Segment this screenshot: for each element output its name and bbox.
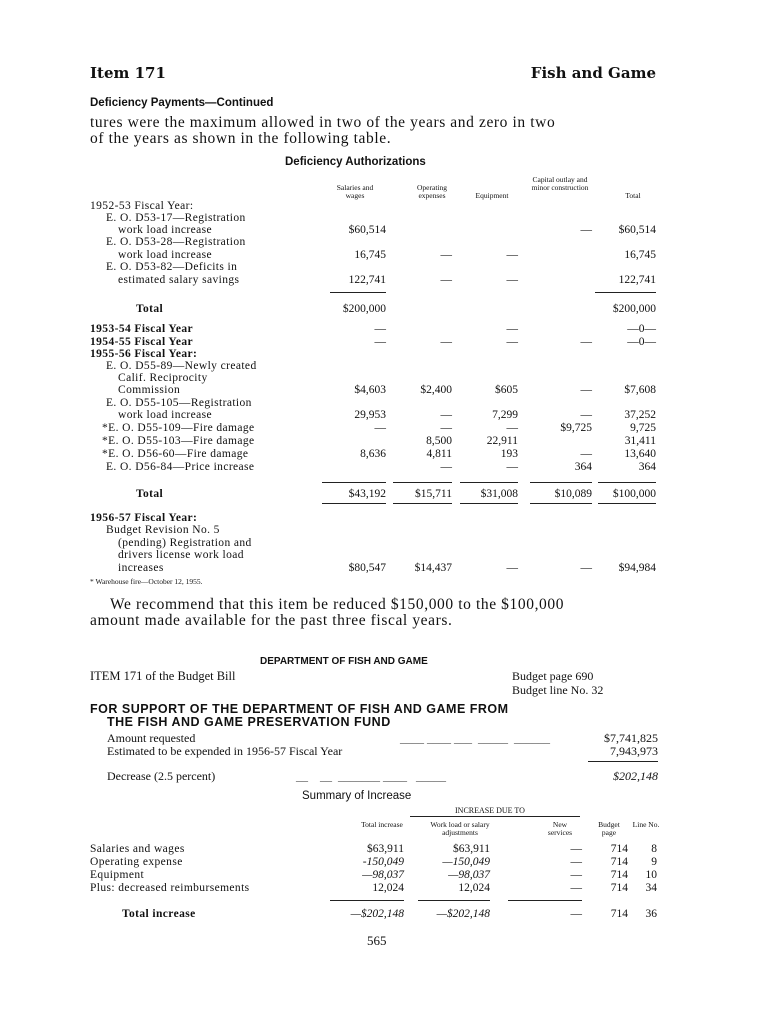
column-header: Capital outlay and minor construction (531, 175, 589, 192)
cell-value: — (580, 562, 592, 574)
summary-cell: —$202,148 (350, 908, 404, 920)
cell-value: — (580, 224, 592, 236)
cell-value: — (440, 461, 452, 473)
summary-cell: 8 (651, 843, 657, 855)
row-label: work load increase (118, 409, 213, 421)
summary-cell: -150,049 (362, 856, 404, 868)
cell-value: — (374, 422, 386, 434)
requested-value: $7,741,825 (604, 731, 658, 745)
cell-value: $31,008 (480, 488, 518, 500)
cell-value: $94,984 (618, 562, 656, 574)
budget-page: Budget page 690 (512, 669, 594, 683)
summary-cell: 36 (645, 908, 657, 920)
summary-cell: 12,024 (458, 882, 490, 894)
cell-value: $10,089 (554, 488, 592, 500)
row-label: increases (118, 562, 164, 574)
cell-value: — (580, 336, 592, 348)
table-rule (598, 482, 656, 483)
recommend-line-1: We recommend that this item be reduced $150,000 to the $100,000 (110, 596, 565, 613)
cell-value: 4,811 (426, 448, 452, 460)
summary-title: Summary of Increase (302, 790, 412, 802)
cell-value: $4,603 (354, 384, 386, 396)
cell-value: $43,192 (348, 488, 386, 500)
row-label: 1953-54 Fiscal Year (90, 323, 193, 335)
row-label: work load increase (118, 224, 213, 236)
cell-value: $14,437 (414, 562, 452, 574)
cell-value: $15,711 (415, 488, 452, 500)
summary-cell: 34 (645, 882, 657, 894)
row-label: *E. O. D55-103—Fire damage (102, 435, 255, 447)
cell-value: 8,636 (360, 448, 386, 460)
col-work-header: Work load or salary adjustments (430, 820, 490, 837)
cell-value: — (440, 336, 452, 348)
cell-value: — (506, 422, 518, 434)
cell-value: 7,299 (492, 409, 518, 421)
row-label: E. O. D55-105—Registration (106, 397, 252, 409)
summary-cell: 12,024 (372, 882, 404, 894)
summary-rule (418, 900, 490, 901)
cell-value: $605 (495, 384, 518, 396)
item-line: ITEM 171 of the Budget Bill (90, 669, 236, 683)
table-rule (322, 503, 386, 504)
row-label: Calif. Reciprocity (118, 372, 208, 384)
row-label: estimated salary savings (118, 274, 240, 286)
summary-cell: $63,911 (453, 843, 490, 855)
rule (410, 816, 580, 817)
cell-value: $9,725 (560, 422, 592, 434)
summary-cell: 9 (651, 856, 657, 868)
table-title: Deficiency Authorizations (285, 156, 426, 168)
subheading: Deficiency Payments—Continued (90, 97, 274, 109)
table-rule (460, 503, 518, 504)
summary-cell: —98,037 (362, 869, 404, 881)
row-label: drivers license work load (118, 549, 244, 561)
table-rule (530, 482, 592, 483)
row-label: *E. O. D55-109—Fire damage (102, 422, 255, 434)
cell-value: — (506, 336, 518, 348)
col-new-header: New services (547, 820, 573, 837)
department-title: DEPARTMENT OF FISH AND GAME (260, 656, 428, 667)
col-page-header: Budget page (598, 820, 620, 837)
cell-value: 8,500 (426, 435, 452, 447)
cell-value: —0— (627, 323, 656, 335)
table-rule (393, 482, 452, 483)
cell-value: — (506, 562, 518, 574)
cell-value: 193 (500, 448, 518, 460)
summary-row-label: Plus: decreased reimbursements (90, 882, 250, 894)
summary-cell: — (570, 856, 582, 868)
cell-value: 37,252 (624, 409, 656, 421)
table-rule (460, 482, 518, 483)
col-total-header: Total increase (361, 820, 403, 829)
cell-value: 13,640 (624, 448, 656, 460)
row-label: 1956-57 Fiscal Year: (90, 512, 198, 524)
summary-group-header: INCREASE DUE TO (455, 806, 525, 815)
cell-value: — (506, 461, 518, 473)
cell-value: — (580, 384, 592, 396)
summary-cell: — (570, 882, 582, 894)
table-rule (530, 503, 592, 504)
rule (588, 761, 658, 762)
cell-value: 9,725 (630, 422, 656, 434)
cell-value: —0— (627, 336, 656, 348)
cell-value: 16,745 (354, 249, 386, 261)
row-label: Total (136, 303, 164, 315)
table-rule (330, 292, 386, 293)
decrease-leader: __ __ _______ ____ _____ (296, 769, 446, 783)
row-label: 1952-53 Fiscal Year: (90, 200, 194, 212)
cell-value: $2,400 (420, 384, 452, 396)
cell-value: — (506, 274, 518, 286)
cell-value: 122,741 (618, 274, 656, 286)
row-label: *E. O. D56-60—Fire damage (102, 448, 249, 460)
cell-value: $200,000 (342, 303, 386, 315)
cell-value: $200,000 (612, 303, 656, 315)
summary-cell: 714 (610, 843, 628, 855)
row-label: Budget Revision No. 5 (106, 524, 220, 536)
summary-cell: — (570, 869, 582, 881)
row-label: Total (136, 488, 164, 500)
cell-value: — (580, 409, 592, 421)
summary-row-label: Total increase (122, 908, 196, 920)
summary-rule (508, 900, 582, 901)
budget-line: Budget line No. 32 (512, 683, 604, 697)
row-label: E. O. D53-82—Deficits in (106, 261, 238, 273)
section-heading: Fish and Game (530, 64, 656, 82)
cell-value: — (374, 336, 386, 348)
cell-value: — (580, 448, 592, 460)
cell-value: $60,514 (348, 224, 386, 236)
expended-value: 7,943,973 (610, 744, 658, 758)
row-label: 1954-55 Fiscal Year (90, 336, 193, 348)
table-rule (393, 503, 452, 504)
cell-value: 122,741 (348, 274, 386, 286)
cell-value: — (440, 249, 452, 261)
recommend-line-2: amount made available for the past three fiscal years. (90, 612, 453, 629)
column-header: Operating expenses (417, 183, 447, 200)
cell-value: 22,911 (486, 435, 518, 447)
summary-cell: —150,049 (442, 856, 490, 868)
cell-value: 364 (574, 461, 592, 473)
row-label: E. O. D55-89—Newly created (106, 360, 257, 372)
item-heading: Item 171 (90, 64, 166, 82)
column-header: Total (625, 191, 641, 200)
requested-leader: ____ ____ ___ _____ ______ (400, 731, 550, 745)
row-label: E. O. D53-28—Registration (106, 236, 246, 248)
row-label: work load increase (118, 249, 213, 261)
row-label: (pending) Registration and (118, 537, 252, 549)
column-header: Salaries and wages (336, 183, 374, 200)
row-label: E. O. D56-84—Price increase (106, 461, 255, 473)
summary-cell: — (570, 908, 582, 920)
cell-value: — (440, 422, 452, 434)
row-label: E. O. D53-17—Registration (106, 212, 246, 224)
summary-row-label: Operating expense (90, 856, 183, 868)
support-title-1: FOR SUPPORT OF THE DEPARTMENT OF FISH AND GAME FROM (90, 702, 509, 716)
cell-value: — (506, 249, 518, 261)
cell-value: — (374, 323, 386, 335)
cell-value: $100,000 (612, 488, 656, 500)
cell-value: — (440, 409, 452, 421)
footnote: * Warehouse fire—October 12, 1955. (90, 577, 203, 586)
row-label: 1955-56 Fiscal Year: (90, 348, 198, 360)
support-title-2: THE FISH AND GAME PRESERVATION FUND (107, 715, 391, 729)
cell-value: 364 (638, 461, 656, 473)
cell-value: 16,745 (624, 249, 656, 261)
summary-cell: 10 (645, 869, 657, 881)
summary-cell: 714 (610, 908, 628, 920)
cell-value: — (440, 274, 452, 286)
col-line-header: Line No. (632, 820, 660, 829)
summary-cell: 714 (610, 882, 628, 894)
cell-value: $7,608 (624, 384, 656, 396)
column-header: Equipment (475, 191, 509, 200)
summary-cell: —98,037 (448, 869, 490, 881)
cell-value: $60,514 (618, 224, 656, 236)
requested-label: Amount requested (107, 731, 196, 745)
summary-cell: 714 (610, 869, 628, 881)
decrease-label: Decrease (2.5 percent) (107, 769, 216, 783)
summary-cell: $63,911 (367, 843, 404, 855)
decrease-value: $202,148 (613, 769, 658, 783)
summary-cell: — (570, 843, 582, 855)
summary-row-label: Equipment (90, 869, 145, 881)
intro-line-1: tures were the maximum allowed in two of the years and zero in two (90, 114, 556, 131)
page-number: 565 (367, 933, 387, 948)
summary-cell: —$202,148 (436, 908, 490, 920)
row-label: Commission (118, 384, 181, 396)
summary-row-label: Salaries and wages (90, 843, 185, 855)
expended-label: Estimated to be expended in 1956-57 Fiscal Year (107, 744, 343, 758)
intro-line-2: of the years as shown in the following table. (90, 130, 392, 147)
summary-cell: 714 (610, 856, 628, 868)
table-rule (322, 482, 386, 483)
table-rule (595, 292, 656, 293)
summary-rule (330, 900, 404, 901)
cell-value: $80,547 (348, 562, 386, 574)
cell-value: 31,411 (624, 435, 656, 447)
cell-value: 29,953 (354, 409, 386, 421)
cell-value: — (506, 323, 518, 335)
table-rule (598, 503, 656, 504)
